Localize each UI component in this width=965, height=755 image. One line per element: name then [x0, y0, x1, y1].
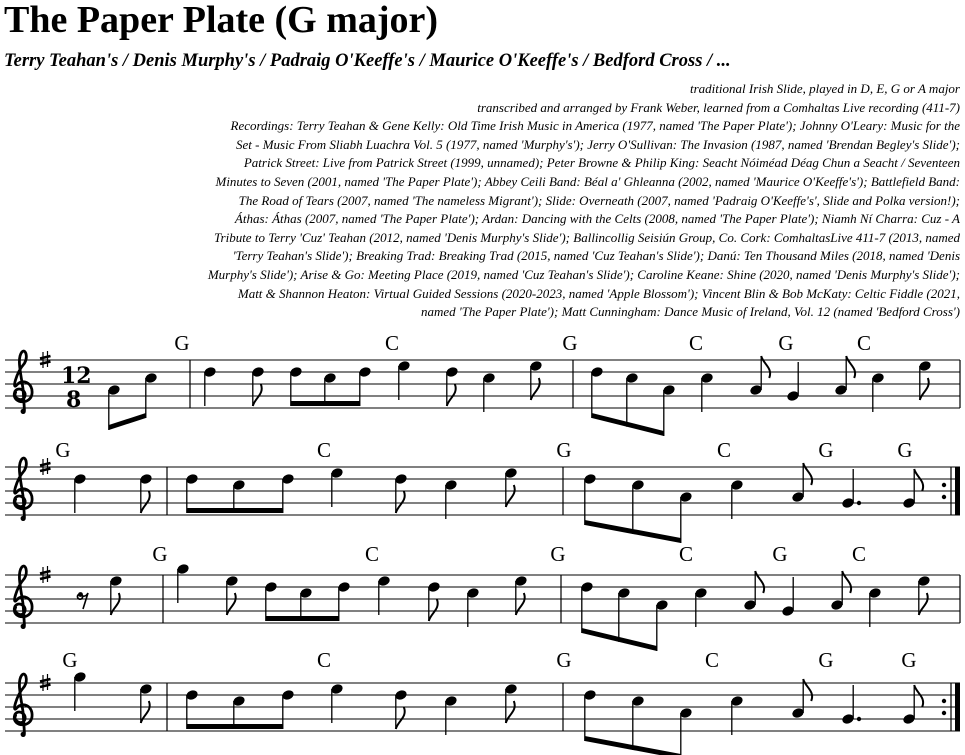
note-beam — [291, 401, 360, 406]
info-line: Minutes to Seven (2001, named 'The Paper Plate'); Abbey Ceili Band: Béal a' Ghleanna (2002, named 'Maurice O'Keeffe's'); Battlefield Band: — [215, 173, 960, 189]
treble-clef-dot — [21, 624, 26, 629]
time-signature-bottom: 8 — [66, 387, 82, 413]
note-beam — [592, 413, 664, 436]
final-bar — [955, 683, 960, 731]
final-bar — [955, 467, 960, 515]
note-flag — [846, 356, 855, 378]
note-flag — [429, 599, 438, 621]
chord-symbol: G — [55, 438, 71, 462]
treble-clef-dot — [21, 409, 26, 414]
chord-symbol: G — [772, 542, 788, 566]
chord-symbol: G — [562, 331, 578, 355]
note-beam — [187, 724, 283, 729]
tune-info — [20, 80, 960, 322]
chord-symbol: G — [897, 438, 913, 462]
repeat-dot — [942, 699, 946, 703]
note-flag — [396, 707, 405, 729]
chord-symbol: G — [818, 648, 834, 672]
note-flag — [253, 384, 262, 406]
chord-symbol: C — [688, 331, 704, 355]
repeat-dot — [942, 483, 946, 487]
note-flag — [920, 378, 929, 400]
note-flag — [803, 679, 812, 701]
chord-symbol: C — [384, 331, 400, 355]
note-flag — [141, 701, 150, 723]
note-beam — [109, 413, 146, 430]
staff-system — [5, 542, 960, 651]
info-line: Matt & Shannon Heaton: Virtual Guided Sessions (2020-2023, named 'Apple Blossom'); Vincent Blin & Bob McKaty: Celtic Fiddle (2021, — [237, 285, 960, 301]
note-flag — [914, 469, 923, 491]
info-line: named 'The Paper Plate'); Matt Cunningham: Dance Music of Ireland, Vol. 12 (named 'Bedford Cross') — [421, 304, 960, 320]
staff-system — [5, 438, 960, 543]
note-flag — [506, 485, 515, 507]
chord-symbol: G — [818, 438, 834, 462]
note-flag — [755, 571, 764, 593]
sheet-music — [0, 325, 965, 755]
note-flag — [803, 463, 812, 485]
note-flag — [531, 378, 540, 400]
tune-alternate-names: Terry Teahan's / Denis Murphy's / Padraig O'Keeffe's / Maurice O'Keeffe's / Bedford Cross / ... — [4, 51, 731, 71]
chord-symbol: C — [716, 438, 732, 462]
chord-symbol: G — [550, 542, 566, 566]
treble-clef-dot — [21, 732, 26, 737]
note-flag — [914, 685, 923, 707]
chord-symbol: G — [901, 648, 917, 672]
treble-clef-dot — [21, 516, 26, 521]
info-line: Áthas: Áthas (2007, named 'The Paper Plate'); Ardan: Dancing with the Celts (2008, named 'The Paper Plate'); Niamh Ní Charra: Cuz - A — [234, 211, 960, 227]
chord-symbol: C — [316, 648, 332, 672]
augmentation-dot — [857, 501, 861, 505]
note-flag — [506, 701, 515, 723]
chord-symbol: C — [316, 438, 332, 462]
page-title: The Paper Plate (G major) — [4, 0, 439, 41]
info-line: Recordings: Terry Teahan & Gene Kelly: Old Time Irish Music in America (1977, named 'The Paper Plate'); Johnny O'Leary: Music for the — [230, 118, 960, 134]
note-flag — [396, 491, 405, 513]
chord-symbol: G — [174, 331, 190, 355]
note-flag — [141, 491, 150, 513]
chord-symbol: G — [152, 542, 168, 566]
info-line: Patrick Street: Live from Patrick Street (1999, unnamed); Peter Browne & Philip King: Seacht Nóiméad Déag Chun a Seacht / Seventeen — [243, 155, 960, 171]
note-flag — [919, 593, 928, 615]
note-flag — [227, 593, 236, 615]
info-line: Murphy's Slide'); Arise & Go: Meeting Place (2019, named 'Cuz Teahan's Slide'); Caroline Keane: Shine (2020, named 'Denis Murphy's Slide'); — [207, 266, 960, 282]
repeat-dot — [942, 711, 946, 715]
note-beam — [187, 508, 283, 513]
info-line: traditional Irish Slide, played in D, E, G or A major — [690, 81, 960, 96]
info-line: Tribute to Terry 'Cuz' Teahan (2012, named 'Denis Murphy's Slide'); Ballincollig Seisiún Group, Co. Cork: ComhaltasLive 411-7 (2013, named — [214, 229, 960, 245]
info-line: Set - Music From Sliabh Luachra Vol. 5 (1977, named 'Murphy's'); Jerry O'Sullivan: The Invasion (1987, named 'Brendan Begley's Slide'); — [236, 136, 960, 152]
augmentation-dot — [857, 717, 861, 721]
chord-symbol: G — [556, 438, 572, 462]
note-flag — [842, 571, 851, 593]
info-line: 'Terry Teahan's Slide'); Breaking Trad: Breaking Trad (2015, named 'Cuz Teahan's Slide'); Danú: Ten Thousand Miles (2018, named 'Denis — [232, 248, 960, 264]
chord-symbol: C — [856, 331, 872, 355]
info-line: The Road of Tears (2007, named 'The nameless Migrant'); Slide: Overneath (2007, named 'Padraig O'Keeffe's', Slide and Polka version!); — [238, 192, 960, 208]
note-flag — [761, 356, 770, 378]
staff-system — [5, 648, 960, 755]
note-flag — [447, 384, 456, 406]
info-line: transcribed and arranged by Frank Weber, learned from a Comhaltas Live recording (411-7) — [477, 99, 960, 115]
chord-symbol: G — [778, 331, 794, 355]
chord-symbol: G — [62, 648, 78, 672]
chord-symbol: C — [678, 542, 694, 566]
time-signature-top: 12 — [61, 363, 92, 389]
eighth-rest-dot — [78, 592, 83, 597]
note-beam — [266, 616, 339, 621]
chord-symbol: C — [704, 648, 720, 672]
staff-system — [5, 331, 960, 436]
chord-symbol: C — [851, 542, 867, 566]
repeat-dot — [942, 495, 946, 499]
chord-symbol: C — [364, 542, 380, 566]
note-flag — [516, 593, 525, 615]
chord-symbol: G — [556, 648, 572, 672]
note-flag — [111, 593, 120, 615]
